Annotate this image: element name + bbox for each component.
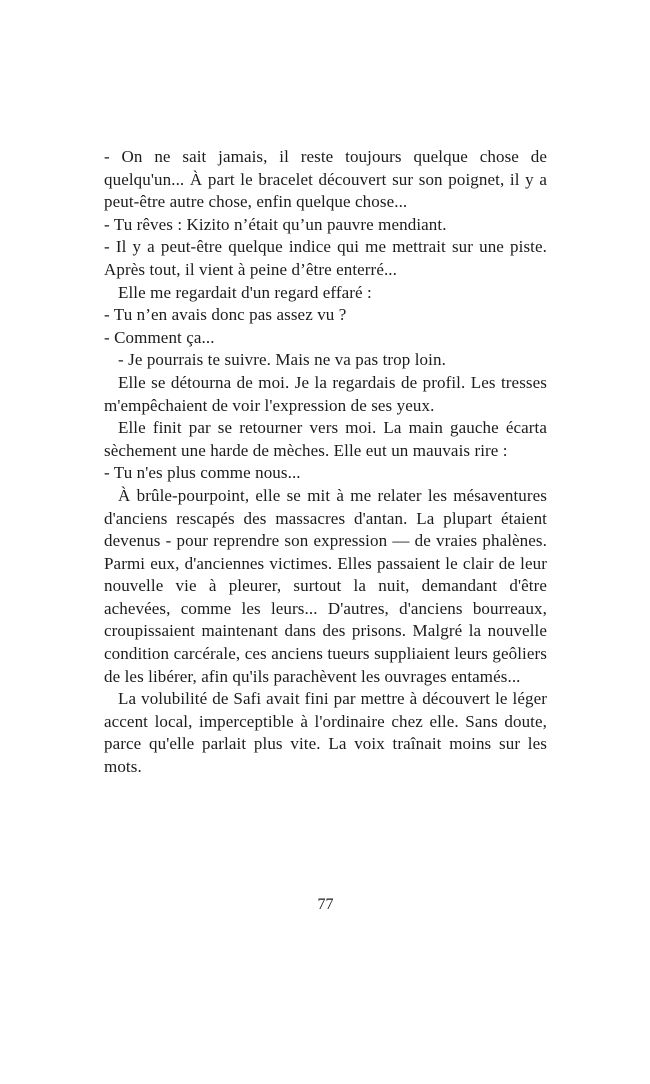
paragraph: - Comment ça... — [104, 327, 215, 347]
page-text — [104, 146, 547, 779]
paragraph: À brûle-pourpoint, elle se mit à me relater les mésaventures d'anciens rescapés des massacres d'antan. La plupart étaient devenus - pour reprendre son expression — de vraies phalènes. Parmi eux, d'anciennes victimes. Elles passaient le clair de leur nouvelle vie à pleurer, surtout la nuit, demandant d'être achevées, comme les leurs... D'autres, d'anciens bourreaux, croupissaient maintenant dans des prisons. Malgré la nouvelle condition carcérale, ces anciens tueurs suppliaient leurs geôliers de les libérer, afin qu'ils parachèvent les ouvrages entamés... — [104, 485, 547, 686]
paragraph: - Tu rêves : Kizito n’était qu’un pauvre mendiant. — [104, 214, 447, 234]
paragraph: - Tu n’en avais donc pas assez vu ? — [104, 305, 347, 325]
paragraph: La volubilité de Safi avait fini par mettre à découvert le léger accent local, imperceptible à l'ordinaire chez elle. Sans doute, parce qu'elle parlait plus vite. La voix traînait moins sur les mots. — [104, 689, 547, 777]
paragraph: Elle me regardait d'un regard effaré : — [118, 282, 372, 302]
paragraph: - Tu n'es plus comme nous... — [104, 463, 301, 483]
paragraph: Elle finit par se retourner vers moi. La main gauche écarta sèchement une harde de mèches. Elle eut un mauvais rire : — [104, 418, 547, 460]
paragraph: - Il y a peut-être quelque indice qui me mettrait sur une piste. Après tout, il vient à peine d’être enterré... — [104, 237, 547, 279]
paragraph: Elle se détourna de moi. Je la regardais de profil. Les tresses m'empêchaient de voir l'expression de ses yeux. — [104, 372, 547, 415]
page-number: 77 — [317, 896, 334, 913]
paragraph: - Je pourrais te suivre. Mais ne va pas trop loin. — [118, 350, 446, 370]
paragraph: - On ne sait jamais, il reste toujours quelque chose de quelqu'un... À part le bracelet découvert sur son poignet, il y a peut-être autre chose, enfin quelque chose... — [104, 147, 547, 212]
